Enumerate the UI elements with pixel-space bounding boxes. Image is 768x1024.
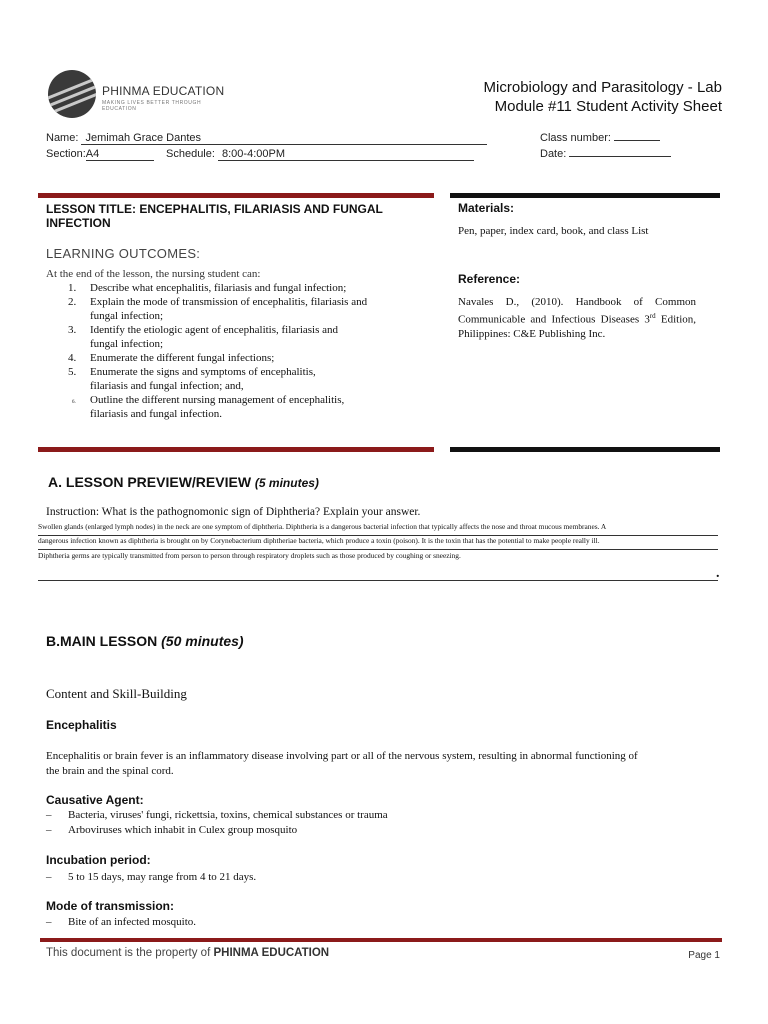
logo-tagline: MAKING LIVES BETTER THROUGH EDUCATION (102, 100, 202, 112)
list-item: – Bite of an infected mosquito. (46, 916, 196, 928)
logo-emblem-icon (48, 70, 96, 118)
lesson-title-line-1: LESSON TITLE: ENCEPHALITIS, FILARIASIS AND FUNGAL (46, 202, 383, 216)
date-field (540, 148, 671, 160)
list-item: – Bacteria, viruses' fungi, rickettsia, toxins, chemical substances or trauma (46, 809, 388, 821)
name-value[interactable]: Jemimah Grace Dantes (81, 132, 487, 145)
name-label: Name: (46, 132, 79, 144)
section-value[interactable]: A4 (86, 148, 154, 161)
topic-definition: Encephalitis or brain fever is an inflammatory disease involving part or all of the nervous system, resulting in abnormal functioning of the brain and the spinal cord. (46, 750, 638, 777)
reference-heading: Reference: (458, 272, 521, 286)
list-item: – Arboviruses which inhabit in Culex group mosquito (46, 824, 298, 836)
answer-end-mark: . (716, 566, 720, 581)
document-title (484, 78, 722, 116)
outcome-item: 5. Enumerate the signs and symptoms of encephalitis, filariasis and fungal infection; and, (68, 366, 316, 392)
learning-outcomes-heading: LEARNING OUTCOMES: (46, 246, 201, 261)
transmission-heading: Mode of transmission: (46, 899, 175, 913)
lesson-bottom-bar (38, 447, 434, 452)
list-item: – 5 to 15 days, may range from 4 to 21 days. (46, 871, 257, 883)
schedule-field (166, 148, 474, 161)
answer-line-2: dangerous infection known as diphtheria is brought on by Corynebacterium diphtheriae bacteria, which produce a toxin (poison). It is the toxin that has the potential to make people really ill. (38, 536, 600, 545)
answer-line-1: Swollen glands (enlarged lymph nodes) in the neck are one symptom of diphtheria. Diphtheria is a dangerous bacterial infection that typically affects the nose and throat mucous membranes. A (38, 522, 607, 531)
lesson-top-bar (38, 193, 434, 198)
outcome-item: 2. Explain the mode of transmission of encephalitis, filariasis and fungal infection; (68, 296, 368, 322)
lesson-title (46, 202, 426, 230)
materials-text: Pen, paper, index card, book, and class List (458, 225, 649, 237)
schedule-label: Schedule: (166, 148, 215, 160)
logo-name: PHINMA EDUCATION (102, 84, 225, 98)
learning-outcomes-list (46, 281, 416, 421)
class-number-field (540, 132, 660, 144)
title-line-1: Microbiology and Parasitology - Lab (483, 79, 722, 96)
materials-bottom-bar (450, 447, 720, 452)
date-label: Date: (540, 148, 567, 160)
lesson-title-line-2: INFECTION (46, 216, 111, 230)
title-line-2: Module #11 Student Activity Sheet (494, 98, 722, 115)
answer-underline (38, 580, 718, 581)
schedule-value[interactable]: 8:00-4:00PM (218, 148, 474, 161)
section-b-heading: B.MAIN LESSON (50 minutes) (46, 633, 244, 649)
section-label: Section: (46, 148, 86, 160)
section-a-heading: A. LESSON PREVIEW/REVIEW (5 minutes) (48, 474, 319, 490)
name-field (46, 132, 487, 145)
section-field (46, 148, 154, 161)
class-number-value[interactable] (614, 140, 660, 141)
outcome-item: 4. Enumerate the different fungal infections; (68, 352, 275, 364)
outcome-item: 3. Identify the etiologic agent of encephalitis, filariasis and fungal infection; (68, 324, 339, 350)
answer-line-3: Diphtheria germs are typically transmitted from person to person through respiratory droplets such as those produced by coughing or sneezing. (38, 551, 461, 560)
causative-heading: Causative Agent: (46, 793, 144, 807)
page-number: Page 1 (688, 950, 720, 961)
outcome-item: 1. Describe what encephalitis, filariasis and fungal infection; (68, 282, 347, 294)
instruction-text: Instruction: What is the pathognomonic sign of Diphtheria? Explain your answer. (46, 506, 421, 518)
date-value[interactable] (569, 156, 671, 157)
footer-text: This document is the property of PHINMA EDUCATION (46, 947, 330, 959)
footer-rule (40, 938, 722, 942)
reference-text: Navales D., (2010). Handbook of Common Communicable and Infectious Diseases 3rd Edition, Philippines: C&E Publishing Inc. (458, 296, 696, 340)
outcome-item: 6. Outline the different nursing management of encephalitis, filariasis and fungal infection. (72, 394, 345, 420)
materials-heading: Materials: (458, 201, 515, 215)
learning-outcomes-intro: At the end of the lesson, the nursing student can: (46, 268, 261, 280)
phinma-logo (48, 70, 228, 122)
incubation-heading: Incubation period: (46, 853, 151, 867)
materials-top-bar (450, 193, 720, 198)
content-heading: Content and Skill-Building (46, 686, 187, 701)
topic-heading: Encephalitis (46, 718, 117, 732)
class-number-label: Class number: (540, 132, 611, 144)
